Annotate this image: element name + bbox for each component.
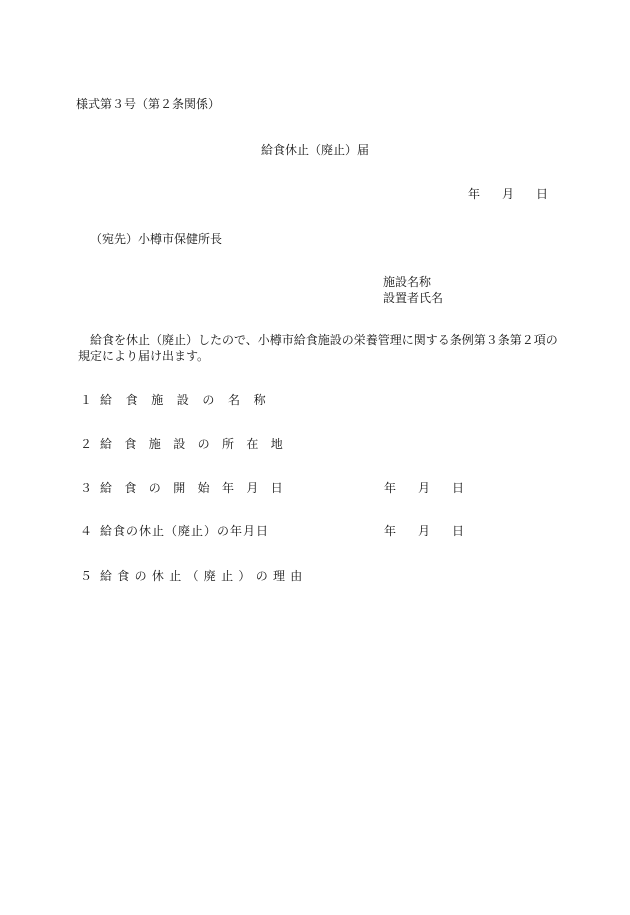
submission-date (468, 186, 548, 202)
item-label: 給食の休止（廃止）の理由 (100, 569, 308, 583)
list-item (0, 436, 630, 452)
item-label: 給食の休止（廃止）の年月日 (100, 524, 270, 538)
founder-name-label: 設置者氏名 (383, 291, 444, 305)
facility-name-label: 施設名称 (383, 275, 432, 289)
addressee: （宛先）小樽市保健所長 (90, 232, 223, 246)
document-title: 給食休止（廃止）届 (260, 143, 369, 157)
month-label: 月 (418, 481, 431, 495)
list-item (0, 523, 630, 539)
body-text (78, 332, 558, 364)
form-number: 様式第３号（第２条関係） (76, 97, 221, 111)
item-number: １ (80, 393, 93, 407)
item-number: ２ (80, 437, 93, 451)
item-label: 給食施設の名称 (100, 393, 280, 407)
year-label: 年 (384, 524, 397, 538)
year-label: 年 (384, 481, 397, 495)
item-date (384, 523, 464, 539)
list-item (0, 392, 630, 408)
item-label: 給食施設の所在地 (100, 437, 296, 451)
year-label: 年 (468, 187, 481, 201)
day-label: 日 (452, 524, 465, 538)
day-label: 日 (536, 187, 549, 201)
item-date (384, 480, 464, 496)
sender-block (383, 274, 443, 306)
day-label: 日 (452, 481, 465, 495)
list-item (0, 568, 630, 584)
item-number: ４ (80, 524, 93, 538)
month-label: 月 (418, 524, 431, 538)
item-label: 給食の開始年月日 (100, 481, 296, 495)
item-number: ５ (80, 569, 93, 583)
list-item (0, 480, 630, 496)
month-label: 月 (502, 187, 515, 201)
item-number: ３ (80, 481, 93, 495)
body-text-content: 給食を休止（廃止）したので、小樽市給食施設の栄養管理に関する条例第３条第２項の規定により届け出ます。 (78, 333, 558, 363)
